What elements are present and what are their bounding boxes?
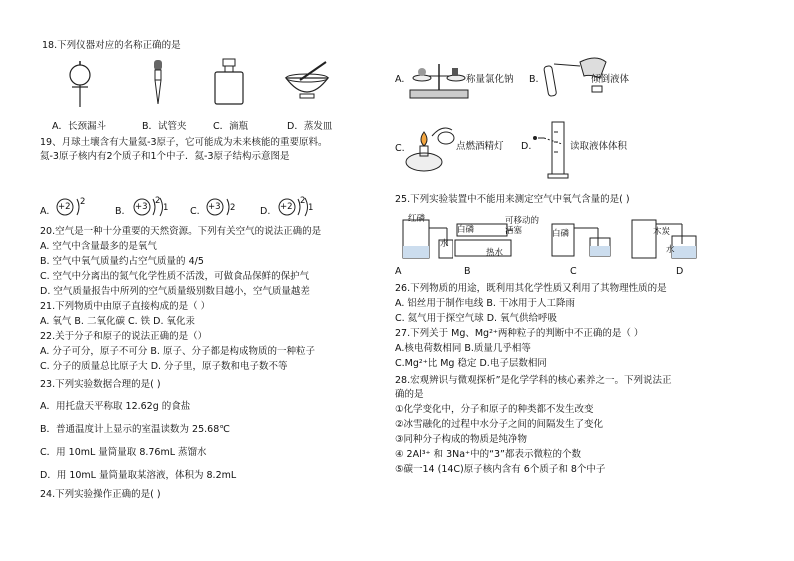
q22-stem: 22.关于分子和原子的说法正确的是（）	[40, 331, 208, 342]
mortar-and-pestle-illustration	[282, 58, 332, 104]
q23-option-b: B．普通温度计上显示的室温读数为 25.68℃	[40, 424, 230, 435]
q24-option-b-label: B.	[529, 74, 539, 85]
q24-option-a-text: 称量氯化钠	[466, 74, 514, 85]
q20-option-d: D. 空气质量报告中所列的空气质量级别数目越小，空气质量越差	[40, 286, 310, 297]
q28-item-1: ①化学变化中，分子和原子的种类都不发生改变	[395, 404, 594, 415]
atom-diagram-c	[204, 194, 238, 220]
q27-options-2: C.Mg²⁺比 Mg 稳定 D.电子层数相同	[395, 358, 547, 369]
q27-options-1: A.核电荷数相同 B.质量几乎相等	[395, 343, 531, 354]
q24-option-d-label: D.	[521, 141, 532, 152]
q24-option-d-text: 读取液体体积	[570, 141, 628, 152]
q25-tag-water-d: 水	[666, 245, 675, 255]
q25-label-a: A	[395, 266, 402, 277]
q18-option-a: A．长颈漏斗	[52, 121, 106, 132]
q19-option-a-label: A.	[40, 206, 50, 217]
q28-stem-1: 28.宏观辨识与微观探析”是化学学科的核心素养之一。下列说法正	[395, 375, 672, 386]
dropper-illustration	[148, 58, 168, 108]
atom-a-electrons: 2	[80, 197, 86, 207]
atom-a-nucleus: +2	[58, 202, 71, 212]
atom-c-nucleus: +3	[208, 202, 221, 212]
q21-options: A. 氧气 B. 二氧化碳 C. 铁 D. 氧化汞	[40, 316, 196, 327]
q28-item-5: ⑤碳一14 (14C)原子核内含有 6个质子和 8个中子	[395, 464, 606, 475]
q25-label-b: B	[464, 266, 471, 277]
q19-option-c-label: C.	[190, 206, 200, 217]
q25-tag-red-phosphorus: 红磷	[408, 214, 426, 224]
q20-option-a: A. 空气中含量最多的是氧气	[40, 241, 157, 252]
q28-item-2: ②冰雪融化的过程中水分子之间的间隔发生了变化	[395, 419, 604, 430]
atom-b-electrons-2: 1	[163, 203, 169, 213]
q23-option-d: D．用 10mL 量筒量取某溶液，体积为 8.2mL	[40, 470, 237, 481]
atom-c-electrons: 2	[230, 203, 236, 213]
q24-option-c-label: C.	[395, 143, 405, 154]
q28-stem-2: 确的是	[395, 389, 424, 400]
q23-stem: 23.下列实验数据合理的是( )	[40, 379, 161, 390]
q28-item-3: ③同种分子构成的物质是纯净物	[395, 434, 528, 445]
q26-options-2: C. 氦气用于探空气球 D. 氧气供给呼吸	[395, 313, 558, 324]
q20-option-c: C. 空气中分离出的氮气化学性质不活泼，可做食品保鲜的保护气	[40, 271, 310, 282]
q19-option-b-label: B.	[115, 206, 125, 217]
q18-option-b: B．试管夹	[142, 121, 187, 132]
reagent-bottle-illustration	[212, 58, 246, 106]
atom-b-nucleus: +3	[135, 202, 148, 212]
q22-options-1: A. 分子可分，原子不可分 B. 原子、分子都是构成物质的一种粒子	[40, 346, 315, 357]
q18-option-c: C．滴瓶	[213, 121, 249, 132]
q24-option-c-text: 点燃酒精灯	[456, 141, 504, 152]
q21-stem: 21.下列物质中由原子直接构成的是（ ）	[40, 301, 211, 312]
q24-stem: 24.下列实验操作正确的是( )	[40, 489, 161, 500]
q25-tag-movable-piston: 可移动的活塞	[505, 216, 540, 236]
q25-tag-white-phosphorus-b: 白磷	[457, 225, 475, 235]
atom-diagram-b	[131, 194, 171, 220]
graduated-cylinder-illustration	[532, 118, 570, 180]
q26-options-1: A. 铝丝用于制作电线 B. 干冰用于人工降雨	[395, 298, 575, 309]
q23-option-a: A．用托盘天平称取 12.62g 的食盐	[40, 401, 191, 412]
q18-option-d: D．蒸发皿	[287, 121, 333, 132]
q25-label-c: C	[570, 266, 577, 277]
atom-d-nucleus: +2	[280, 202, 293, 212]
q25-tag-hot-water: 热水	[486, 248, 504, 258]
q18-stem: 18.下列仪器对应的名称正确的是	[42, 40, 181, 51]
atom-d-electrons-1: 2	[300, 196, 306, 206]
q19-stem-1: 19、月球土壤含有大量氦-3原子，它可能成为未来核能的重要原料。	[40, 137, 328, 148]
separatory-funnel-illustration	[58, 55, 102, 111]
atom-diagram-d	[276, 194, 316, 220]
atom-d-electrons-2: 1	[308, 203, 314, 213]
q25-tag-water-a: 水	[440, 239, 449, 249]
q23-option-c: C．用 10mL 量筒量取 8.76mL 蒸馏水	[40, 447, 207, 458]
q26-stem: 26.下列物质的用途，既利用其化学性质又利用了其物理性质的是	[395, 283, 667, 294]
q20-stem: 20.空气是一种十分重要的天然资源。下列有关空气的说法正确的是	[40, 226, 322, 237]
alcohol-lamp-illustration	[402, 118, 456, 174]
balance-illustration	[408, 54, 470, 102]
q22-options-2: C. 分子的质量总比原子大 D. 分子里，原子数和电子数不等	[40, 361, 288, 372]
q25-stem: 25.下列实验装置中不能用来测定空气中氧气含量的是( )	[395, 194, 630, 205]
q25-label-d: D	[676, 266, 684, 277]
q28-item-4: ④ 2Al³⁺ 和 3Na⁺中的“3”都表示微粒的个数	[395, 449, 581, 460]
q19-stem-2: 氦-3原子核内有2个质子和1个中子．氦-3原子结构示意图是	[40, 151, 290, 162]
q27-stem: 27.下列关于 Mg、Mg²⁺两种粒子的判断中不正确的是（ ）	[395, 328, 644, 339]
q24-option-a-label: A.	[395, 74, 405, 85]
q25-tag-charcoal: 木炭	[653, 227, 671, 237]
q24-option-b-text: 倾倒液体	[591, 74, 630, 85]
atom-diagram-a	[54, 194, 88, 220]
q25-tag-white-phosphorus-c: 白磷	[552, 229, 570, 239]
q20-option-b: B. 空气中氧气质量约占空气质量的 4/5	[40, 256, 204, 267]
atom-b-electrons-1: 2	[155, 196, 161, 206]
q19-option-d-label: D.	[260, 206, 271, 217]
